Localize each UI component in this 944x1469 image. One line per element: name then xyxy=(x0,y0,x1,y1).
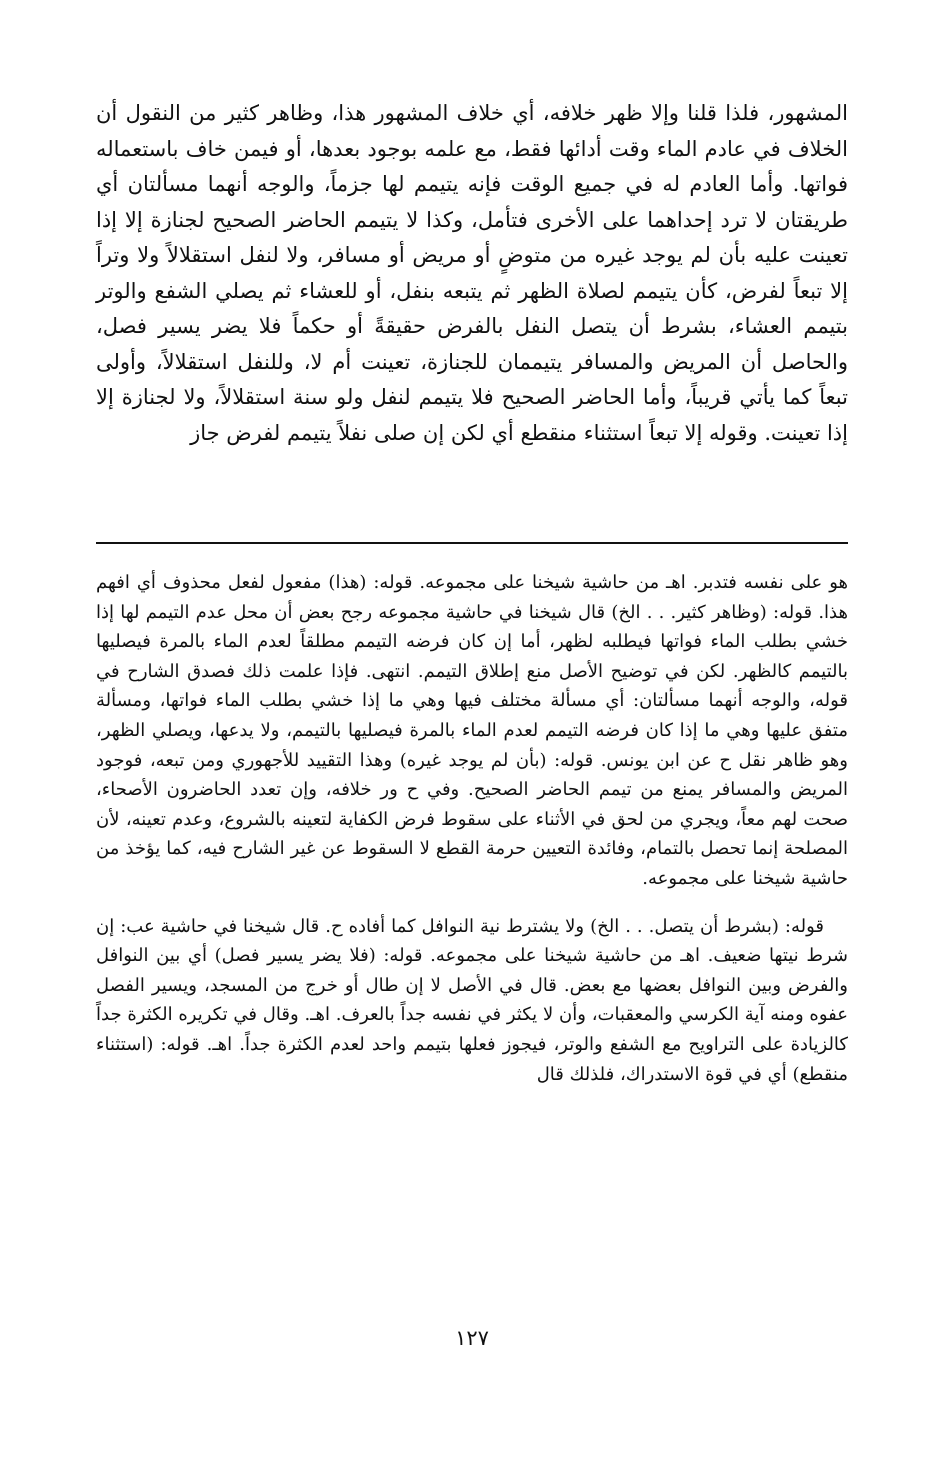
footnote-paragraph-1: هو على نفسه فتدبر. اهـ من حاشية شيخنا على مجموعه. قوله: (هذا) مفعول لفعل محذوف أي افهم هذا. قوله: (وظاهر كثير. . . الخ) قال شيخنا في حاشية مجموعه رجح بعض أن محل عدم التيمم لها إذا خشي بطلب الماء فواتها فيطلبه لظهر، أما إن كان فرضه التيمم مطلقاً لعدم الماء بالمرة فيصليها بالتيمم كالظهر. لكن في توضيح الأصل منع إطلاق التيمم. انتهى. فإذا علمت ذلك فصدق الشارح في قوله، والوجه أنهما مسألتان: أي مسألة مختلف فيها وهي ما إذا خشي بطلب الماء فواتها، ومسألة متفق عليها وهي ما إذا كان فرضه التيمم لعدم الماء بالمرة فيصليها بالتيمم، ولا يدعها، ويصلي الظهر، وهو ظاهر نقل ح عن ابن يونس. قوله: (بأن لم يوجد غيره) وهذا التقييد للأجهوري ومن تبعه، فوجود المريض والمسافر يمنع من تيمم الحاضر الصحيح. وفي ح ور خلافه، وإن تعدد الحاضرون الأصحاء، صحت لهم معاً، ويجري من لحق في الأثناء على سقوط فرض الكفاية لتعينه بالشروع، وعدم تعينه، لأن المصلحة إنما تحصل بالتمام، وفائدة التعيين حرمة القطع لا السقوط عن غير الشارح فيه، كما يؤخذ من حاشية شيخنا على مجموعه. xyxy=(96,572,848,889)
book-page xyxy=(96,96,848,1396)
footnote-divider xyxy=(96,542,848,544)
main-text-block xyxy=(96,96,848,451)
footnotes-block xyxy=(96,568,848,1089)
footnote-paragraph-2: قوله: (بشرط أن يتصل. . . الخ) ولا يشترط نية النوافل كما أفاده ح. قال شيخنا في حاشية عب: إن شرط نيتها ضعيف. اهـ من حاشية شيخنا على مجموعه. قوله: (فلا يضر يسير فصل) أي بين النوافل والفرض وبين النوافل بعضها مع بعض. قال في الأصل لا إن طال أو خرج من المسجد، ويسير الفصل عفوه ومنه آية الكرسي والمعقبات، وأن لا يكثر في نفسه جداً بالعرف. اهـ. وقال في تكريره الكثرة جداً كالزيادة على التراويح مع الشفع والوتر، فيجوز فعلها بتيمم واحد لعدم الكثرة جداً. اهـ. قوله: (استثناء منقطع) أي في قوة الاستدراك، فلذلك قال xyxy=(96,915,848,1085)
main-text-paragraph: المشهور، فلذا قلنا وإلا ظهر خلافه، أي خلاف المشهور هذا، وظاهر كثير من النقول أن الخلاف في عادم الماء وقت أدائها فقط، مع علمه بوجود بعدها، أو فيمن خاف باستعماله فواتها. وأما العادم له في جميع الوقت فإنه يتيمم لها جزماً، والوجه أنهما مسألتان أي طريقتان لا ترد إحداهما على الأخرى فتأمل، وكذا لا يتيمم الحاضر الصحيح لجنازة إلا إذا تعينت عليه بأن لم يوجد غيره من متوضٍ أو مريض أو مسافر، ولا لنفل استقلالاً ولا وتراً إلا تبعاً لفرض، كأن يتيمم لصلاة الظهر ثم يتبعه بنفل، أو للعشاء ثم يصلي الشفع والوتر بتيمم العشاء، بشرط أن يتصل النفل بالفرض حقيقةً أو حكماً فلا يضر يسير فصل، والحاصل أن المريض والمسافر يتيممان للجنازة، تعينت أم لا، وللنفل استقلالاً، وأولى تبعاً كما يأتي قريباً، وأما الحاضر الصحيح فلا يتيمم لنفل ولو سنة استقلالاً، ولا لجنازة إلا إذا تعينت. وقوله إلا تبعاً استثناء منقطع أي لكن إن صلى نفلاً يتيمم لفرض جاز xyxy=(96,101,848,445)
page-number: ١٢٧ xyxy=(455,1326,489,1350)
